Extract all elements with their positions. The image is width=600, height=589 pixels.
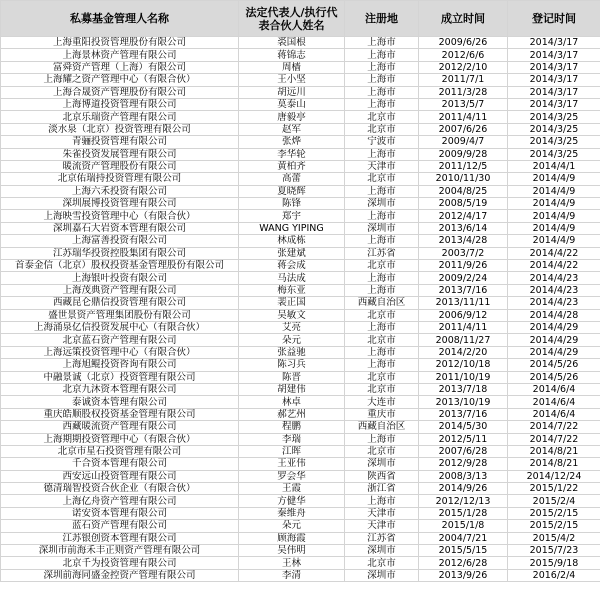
cell-legal-representative: 王小坚 (239, 74, 345, 86)
cell-manager-name: 上海映雪投资管理中心（有限合伙） (1, 210, 239, 222)
cell-registration-date: 2015/7/23 (508, 545, 600, 557)
table-row (1, 383, 600, 395)
cell-legal-representative: 裴正国 (239, 297, 345, 309)
cell-registered-place: 上海市 (345, 74, 419, 86)
cell-manager-name: 淡水泉（北京）投资管理有限公司 (1, 123, 239, 135)
cell-registration-date: 2014/3/25 (508, 136, 600, 148)
table-row (1, 49, 600, 61)
cell-manager-name: 北京乐瑞资产管理有限公司 (1, 111, 239, 123)
cell-manager-name: 深圳嘉石大岩资本管理有限公司 (1, 222, 239, 234)
cell-manager-name: 诺安资本管理有限公司 (1, 507, 239, 519)
cell-registered-place: 上海市 (345, 235, 419, 247)
cell-established-date: 2004/8/25 (419, 185, 508, 197)
cell-legal-representative: WANG YIPING (239, 222, 345, 234)
cell-legal-representative: 朵元 (239, 334, 345, 346)
cell-manager-name: 千合资本管理有限公司 (1, 458, 239, 470)
table-row (1, 557, 600, 569)
cell-registration-date: 2014/3/17 (508, 74, 600, 86)
cell-legal-representative: 吴伟明 (239, 545, 345, 557)
cell-legal-representative: 赵军 (239, 123, 345, 135)
cell-manager-name: 盛世景资产管理集团股份有限公司 (1, 309, 239, 321)
cell-manager-name: 北京市星石投资管理有限公司 (1, 445, 239, 457)
cell-registered-place: 北京市 (345, 383, 419, 395)
table-row (1, 111, 600, 123)
cell-registration-date: 2014/7/22 (508, 433, 600, 445)
cell-legal-representative: 夏晓辉 (239, 185, 345, 197)
cell-registered-place: 上海市 (345, 49, 419, 61)
cell-registered-place: 江苏省 (345, 532, 419, 544)
cell-established-date: 2015/1/8 (419, 520, 508, 532)
cell-manager-name: 蓝石资产管理有限公司 (1, 520, 239, 532)
cell-established-date: 2010/11/30 (419, 173, 508, 185)
cell-legal-representative: 李华轮 (239, 148, 345, 160)
cell-registered-place: 西藏自治区 (345, 297, 419, 309)
cell-legal-representative: 林成栋 (239, 235, 345, 247)
table-row (1, 173, 600, 185)
table-row (1, 483, 600, 495)
cell-registration-date: 2014/4/1 (508, 160, 600, 172)
cell-manager-name: 上海期期投资管理中心（有限合伙） (1, 433, 239, 445)
table-row (1, 86, 600, 98)
cell-established-date: 2008/5/19 (419, 198, 508, 210)
cell-registered-place: 上海市 (345, 98, 419, 110)
cell-manager-name: 北京千为投资管理有限公司 (1, 557, 239, 569)
cell-established-date: 2013/10/19 (419, 396, 508, 408)
cell-established-date: 2009/6/26 (419, 37, 508, 49)
table-row (1, 136, 600, 148)
cell-registered-place: 上海市 (345, 359, 419, 371)
cell-registration-date: 2014/8/21 (508, 458, 600, 470)
cell-registration-date: 2015/2/15 (508, 507, 600, 519)
table-row (1, 545, 600, 557)
cell-manager-name: 上海亿舟资产管理有限公司 (1, 495, 239, 507)
table-row (1, 458, 600, 470)
cell-registered-place: 上海市 (345, 495, 419, 507)
cell-registered-place: 上海市 (345, 210, 419, 222)
cell-manager-name: 上海涌泉亿信投资发展中心（有限合伙） (1, 321, 239, 333)
cell-registered-place: 上海市 (345, 86, 419, 98)
cell-registration-date: 2014/3/17 (508, 86, 600, 98)
cell-legal-representative: 顾海霞 (239, 532, 345, 544)
table-row (1, 74, 600, 86)
table-body (1, 37, 600, 582)
cell-legal-representative: 马法成 (239, 272, 345, 284)
table-row (1, 470, 600, 482)
cell-established-date: 2014/9/26 (419, 483, 508, 495)
table-row (1, 507, 600, 519)
table-row (1, 359, 600, 371)
cell-registration-date: 2014/6/4 (508, 408, 600, 420)
cell-manager-name: 上海茂典资产管理有限公司 (1, 284, 239, 296)
cell-legal-representative: 方健华 (239, 495, 345, 507)
cell-registered-place: 上海市 (345, 272, 419, 284)
cell-legal-representative: 周樯 (239, 61, 345, 73)
cell-registration-date: 2014/8/21 (508, 445, 600, 457)
cell-established-date: 2011/3/28 (419, 86, 508, 98)
header-established-date: 成立时间 (419, 1, 508, 37)
cell-established-date: 2007/6/28 (419, 445, 508, 457)
cell-established-date: 2012/5/11 (419, 433, 508, 445)
cell-established-date: 2009/4/7 (419, 136, 508, 148)
cell-manager-name: 深圳市前海禾丰正则资产管理有限公司 (1, 545, 239, 557)
cell-established-date: 2013/5/7 (419, 98, 508, 110)
cell-established-date: 2011/12/5 (419, 160, 508, 172)
cell-manager-name: 上海博道投资管理有限公司 (1, 98, 239, 110)
cell-manager-name: 北京九沐资本管理有限公司 (1, 383, 239, 395)
cell-registered-place: 北京市 (345, 111, 419, 123)
cell-legal-representative: 裘国根 (239, 37, 345, 49)
cell-registration-date: 2014/4/23 (508, 297, 600, 309)
cell-registration-date: 2014/7/22 (508, 421, 600, 433)
cell-established-date: 2012/9/28 (419, 458, 508, 470)
cell-manager-name: 德清瑞智投资合伙企业（有限合伙） (1, 483, 239, 495)
header-legal-representative: 法定代表人/执行代表合伙人姓名 (239, 1, 345, 37)
cell-registered-place: 北京市 (345, 445, 419, 457)
cell-established-date: 2012/10/18 (419, 359, 508, 371)
cell-established-date: 2014/5/30 (419, 421, 508, 433)
table-row (1, 520, 600, 532)
table-row (1, 569, 600, 581)
cell-registration-date: 2014/4/22 (508, 247, 600, 259)
cell-manager-name: 西藏昆仑鼎信投资管理有限公司 (1, 297, 239, 309)
cell-manager-name: 朱雀投资发展管理有限公司 (1, 148, 239, 160)
cell-registered-place: 天津市 (345, 160, 419, 172)
cell-registered-place: 上海市 (345, 321, 419, 333)
cell-registration-date: 2014/4/9 (508, 210, 600, 222)
cell-registration-date: 2014/3/25 (508, 148, 600, 160)
cell-registered-place: 上海市 (345, 148, 419, 160)
cell-manager-name: 深圳展博投资管理有限公司 (1, 198, 239, 210)
cell-registered-place: 天津市 (345, 507, 419, 519)
cell-manager-name: 中融景诚（北京）投资管理有限公司 (1, 371, 239, 383)
cell-established-date: 2009/2/24 (419, 272, 508, 284)
cell-manager-name: 重庆皓顺股权投资基金管理有限公司 (1, 408, 239, 420)
cell-legal-representative: 唐毅亭 (239, 111, 345, 123)
cell-registration-date: 2014/4/9 (508, 235, 600, 247)
cell-legal-representative: 王亚伟 (239, 458, 345, 470)
cell-registered-place: 深圳市 (345, 458, 419, 470)
cell-manager-name: 上海景林资产管理有限公司 (1, 49, 239, 61)
cell-registration-date: 2014/3/25 (508, 123, 600, 135)
cell-legal-representative: 李瑞 (239, 433, 345, 445)
cell-manager-name: 上海重阳投资管理股份有限公司 (1, 37, 239, 49)
table-row (1, 433, 600, 445)
cell-legal-representative: 陈习兵 (239, 359, 345, 371)
cell-registered-place: 北京市 (345, 260, 419, 272)
cell-established-date: 2011/9/26 (419, 260, 508, 272)
table-row (1, 532, 600, 544)
cell-manager-name: 西安远山投资管理有限公司 (1, 470, 239, 482)
cell-registration-date: 2015/4/2 (508, 532, 600, 544)
cell-registration-date: 2014/4/9 (508, 198, 600, 210)
table-row (1, 160, 600, 172)
cell-manager-name: 上海远策投资管理中心（有限合伙） (1, 346, 239, 358)
table-row (1, 396, 600, 408)
cell-legal-representative: 程鹏 (239, 421, 345, 433)
cell-registration-date: 2014/3/17 (508, 61, 600, 73)
cell-registered-place: 北京市 (345, 123, 419, 135)
cell-registration-date: 2014/4/28 (508, 309, 600, 321)
cell-established-date: 2013/9/26 (419, 569, 508, 581)
cell-established-date: 2011/4/11 (419, 111, 508, 123)
cell-manager-name: 深圳前海同盛金控资产管理有限公司 (1, 569, 239, 581)
cell-registered-place: 上海市 (345, 284, 419, 296)
cell-established-date: 2011/10/19 (419, 371, 508, 383)
cell-registration-date: 2015/2/15 (508, 520, 600, 532)
cell-established-date: 2008/3/13 (419, 470, 508, 482)
cell-registration-date: 2014/3/17 (508, 49, 600, 61)
cell-registered-place: 深圳市 (345, 545, 419, 557)
cell-established-date: 2013/11/11 (419, 297, 508, 309)
cell-legal-representative: 高蕾 (239, 173, 345, 185)
table-row (1, 185, 600, 197)
cell-legal-representative: 吴敏文 (239, 309, 345, 321)
cell-legal-representative: 郑宇 (239, 210, 345, 222)
cell-registered-place: 浙江省 (345, 483, 419, 495)
cell-registered-place: 北京市 (345, 557, 419, 569)
cell-legal-representative: 陈锋 (239, 198, 345, 210)
cell-legal-representative: 朵元 (239, 520, 345, 532)
cell-established-date: 2013/7/18 (419, 383, 508, 395)
cell-registration-date: 2014/5/26 (508, 359, 600, 371)
cell-manager-name: 上海六禾投资有限公司 (1, 185, 239, 197)
cell-established-date: 2015/1/28 (419, 507, 508, 519)
cell-manager-name: 北京蓝石资产管理有限公司 (1, 334, 239, 346)
cell-established-date: 2008/11/27 (419, 334, 508, 346)
cell-registered-place: 上海市 (345, 433, 419, 445)
cell-legal-representative: 胡远川 (239, 86, 345, 98)
cell-registered-place: 北京市 (345, 371, 419, 383)
cell-legal-representative: 张益驰 (239, 346, 345, 358)
cell-legal-representative: 艾亮 (239, 321, 345, 333)
table-row (1, 408, 600, 420)
cell-manager-name: 上海旭鲲投资咨询有限公司 (1, 359, 239, 371)
cell-manager-name: 北京佑瑞持投资管理有限公司 (1, 173, 239, 185)
cell-registration-date: 2014/4/29 (508, 334, 600, 346)
cell-registered-place: 大连市 (345, 396, 419, 408)
cell-registered-place: 江苏省 (345, 247, 419, 259)
cell-legal-representative: 蒋锦志 (239, 49, 345, 61)
cell-manager-name: 青骊投资管理有限公司 (1, 136, 239, 148)
table-row (1, 321, 600, 333)
cell-registered-place: 上海市 (345, 185, 419, 197)
table-row (1, 37, 600, 49)
cell-registered-place: 上海市 (345, 61, 419, 73)
cell-registration-date: 2015/1/22 (508, 483, 600, 495)
table-row (1, 148, 600, 160)
cell-registered-place: 上海市 (345, 37, 419, 49)
cell-established-date: 2007/6/26 (419, 123, 508, 135)
cell-registered-place: 北京市 (345, 334, 419, 346)
table-row (1, 235, 600, 247)
cell-established-date: 2013/7/16 (419, 408, 508, 420)
cell-established-date: 2011/7/1 (419, 74, 508, 86)
cell-legal-representative: 江晖 (239, 445, 345, 457)
cell-legal-representative: 梅东亚 (239, 284, 345, 296)
cell-registration-date: 2015/9/18 (508, 557, 600, 569)
cell-registration-date: 2014/4/29 (508, 321, 600, 333)
cell-legal-representative: 郝艺州 (239, 408, 345, 420)
table-row (1, 309, 600, 321)
cell-registered-place: 重庆市 (345, 408, 419, 420)
cell-registration-date: 2014/4/9 (508, 173, 600, 185)
cell-manager-name: 江苏银创资本管理有限公司 (1, 532, 239, 544)
cell-registration-date: 2015/2/4 (508, 495, 600, 507)
table-row (1, 123, 600, 135)
cell-manager-name: 上海银叶投资有限公司 (1, 272, 239, 284)
cell-manager-name: 富舜资产管理（上海）有限公司 (1, 61, 239, 73)
cell-registration-date: 2014/6/4 (508, 396, 600, 408)
table-row (1, 495, 600, 507)
cell-legal-representative: 陈晋 (239, 371, 345, 383)
table-header (1, 1, 600, 37)
cell-established-date: 2013/4/28 (419, 235, 508, 247)
cell-registered-place: 深圳市 (345, 222, 419, 234)
table-row (1, 371, 600, 383)
cell-established-date: 2012/12/13 (419, 495, 508, 507)
header-manager-name: 私募基金管理人名称 (1, 1, 239, 37)
cell-established-date: 2012/6/6 (419, 49, 508, 61)
table-row (1, 284, 600, 296)
cell-established-date: 2012/2/10 (419, 61, 508, 73)
table-row (1, 198, 600, 210)
cell-registration-date: 2014/4/22 (508, 260, 600, 272)
table-row (1, 98, 600, 110)
header-registration-date: 登记时间 (508, 1, 600, 37)
cell-manager-name: 江苏瑞华投资控股集团有限公司 (1, 247, 239, 259)
cell-manager-name: 西藏暖流资产管理有限公司 (1, 421, 239, 433)
header-registered-place: 注册地 (345, 1, 419, 37)
cell-registered-place: 西藏自治区 (345, 421, 419, 433)
cell-established-date: 2004/7/21 (419, 532, 508, 544)
cell-established-date: 2006/9/12 (419, 309, 508, 321)
cell-registration-date: 2014/4/23 (508, 272, 600, 284)
cell-registration-date: 2014/3/25 (508, 111, 600, 123)
table-row (1, 272, 600, 284)
cell-manager-name: 上海富善投资有限公司 (1, 235, 239, 247)
cell-established-date: 2015/5/15 (419, 545, 508, 557)
cell-registration-date: 2014/12/24 (508, 470, 600, 482)
cell-manager-name: 上海耀之资产管理中心（有限合伙） (1, 74, 239, 86)
cell-registration-date: 2016/2/4 (508, 569, 600, 581)
cell-legal-representative: 林卓 (239, 396, 345, 408)
cell-registration-date: 2014/3/17 (508, 98, 600, 110)
cell-registered-place: 深圳市 (345, 198, 419, 210)
cell-registration-date: 2014/4/9 (508, 185, 600, 197)
cell-registered-place: 深圳市 (345, 569, 419, 581)
table-row (1, 334, 600, 346)
cell-manager-name: 泰诚资本管理有限公司 (1, 396, 239, 408)
cell-established-date: 2003/7/2 (419, 247, 508, 259)
cell-legal-representative: 张建斌 (239, 247, 345, 259)
cell-registered-place: 天津市 (345, 520, 419, 532)
cell-legal-representative: 莫泰山 (239, 98, 345, 110)
table-row (1, 222, 600, 234)
cell-legal-representative: 王林 (239, 557, 345, 569)
table-row (1, 61, 600, 73)
table-row (1, 210, 600, 222)
cell-established-date: 2014/2/20 (419, 346, 508, 358)
cell-registered-place: 上海市 (345, 346, 419, 358)
table-row (1, 421, 600, 433)
cell-manager-name: 暖流资产管理股份有限公司 (1, 160, 239, 172)
cell-manager-name: 首泰金信（北京）股权投资基金管理股份有限公司 (1, 260, 239, 272)
cell-legal-representative: 秦维舟 (239, 507, 345, 519)
cell-registered-place: 陕西省 (345, 470, 419, 482)
table-row (1, 346, 600, 358)
cell-registration-date: 2014/4/9 (508, 222, 600, 234)
cell-established-date: 2012/4/17 (419, 210, 508, 222)
cell-registration-date: 2014/3/17 (508, 37, 600, 49)
cell-legal-representative: 王霞 (239, 483, 345, 495)
cell-registration-date: 2014/4/23 (508, 284, 600, 296)
header-row (1, 1, 600, 37)
cell-registration-date: 2014/6/4 (508, 383, 600, 395)
cell-registered-place: 北京市 (345, 173, 419, 185)
cell-legal-representative: 胡建伟 (239, 383, 345, 395)
cell-legal-representative: 蒋会成 (239, 260, 345, 272)
table-row (1, 260, 600, 272)
cell-established-date: 2013/6/14 (419, 222, 508, 234)
table-row (1, 445, 600, 457)
cell-registration-date: 2014/4/29 (508, 346, 600, 358)
cell-legal-representative: 张烨 (239, 136, 345, 148)
cell-legal-representative: 罗会华 (239, 470, 345, 482)
table-row (1, 247, 600, 259)
cell-established-date: 2013/7/16 (419, 284, 508, 296)
cell-established-date: 2009/9/28 (419, 148, 508, 160)
cell-legal-representative: 李清 (239, 569, 345, 581)
cell-established-date: 2011/4/11 (419, 321, 508, 333)
table-row (1, 297, 600, 309)
cell-registered-place: 宁波市 (345, 136, 419, 148)
cell-registration-date: 2014/5/26 (508, 371, 600, 383)
cell-established-date: 2012/6/28 (419, 557, 508, 569)
cell-legal-representative: 黄柏齐 (239, 160, 345, 172)
cell-registered-place: 北京市 (345, 309, 419, 321)
cell-manager-name: 上海合晟资产管理股份有限公司 (1, 86, 239, 98)
